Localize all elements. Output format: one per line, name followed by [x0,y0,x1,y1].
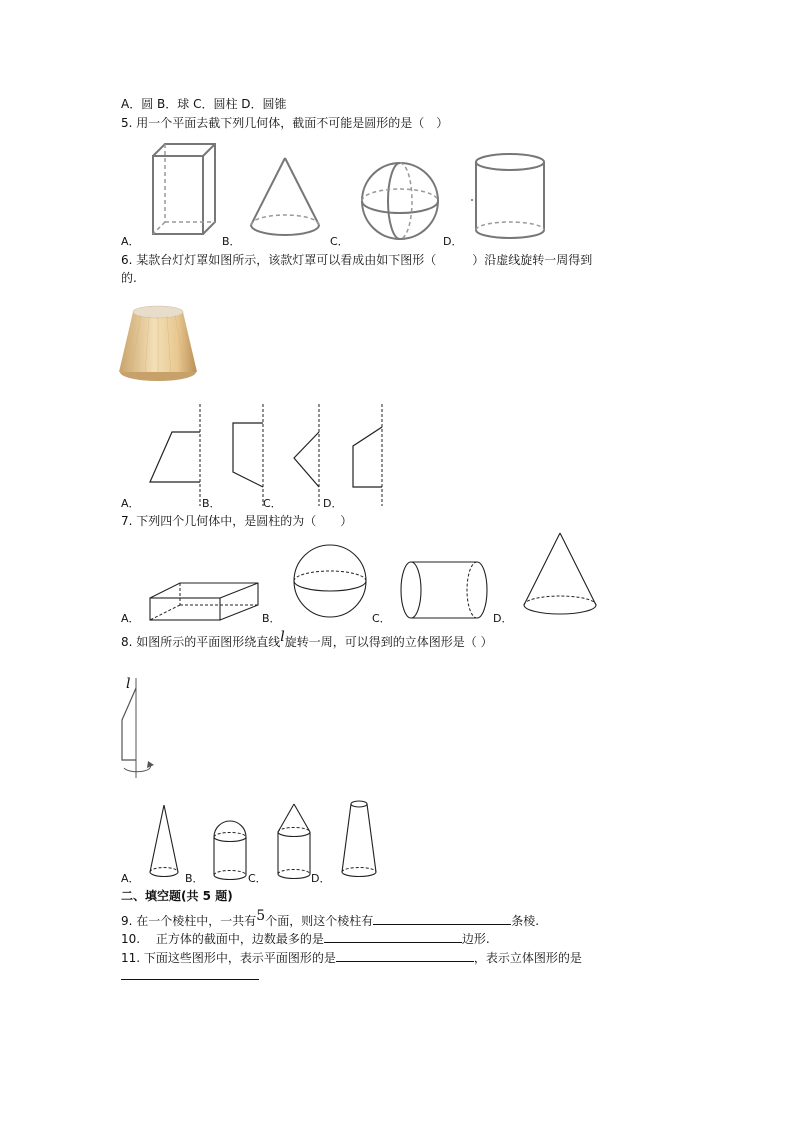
q9-text-b: 个面，则这个棱柱有 [265,914,374,928]
q9-text-a: 9. 在一个棱柱中，一共有 [121,914,257,928]
q5-rectangular-prism-figure [145,138,220,243]
q7-option-b: B． [262,612,281,625]
q7-option-a: A． [121,612,140,625]
lampshade-photo [115,300,205,388]
q8-option-b: B． [185,872,204,885]
q6-option-b-figure [225,402,270,508]
q7-cylinder-figure [395,558,495,623]
q8-rotation-figure [110,672,160,784]
q4-options: A．圆 B．球 C．圆柱 D．圆锥 [121,97,287,111]
q10-answer-blank[interactable] [324,930,462,943]
q6-option-b: B． [202,497,221,510]
q5-cylinder-figure [470,150,555,245]
q11-solid-answer-blank[interactable] [121,966,259,980]
q8-option-a-cone-figure [140,802,190,880]
q11-question [121,949,582,966]
q7-box-figure [145,575,265,625]
q6-option-a: A． [121,497,140,510]
q10-question [121,930,490,947]
q5-option-a: A． [121,235,140,248]
q6-option-d-figure [345,402,390,508]
q9-text-c: 条棱. [511,914,540,928]
q5-option-d: D． [443,235,463,248]
q7-cone-figure [520,530,605,622]
q6-option-c-figure [288,402,328,508]
q9-question [121,908,540,929]
q9-face-count: 5 [256,908,266,924]
q10-text-b: 边形. [461,932,490,946]
q6-option-c: C． [263,497,282,510]
q7-option-c: C． [372,612,391,625]
q5-sphere-figure [355,155,450,250]
q5-cone-figure [245,150,325,245]
q11-text-b: ，表示立体图形的是 [473,951,582,965]
q6-option-a-figure [140,402,210,508]
q11-planar-answer-blank[interactable] [336,949,474,962]
q7-sphere-figure [290,543,375,621]
q8-question-text-b: 旋转一周，可以得到的立体图形是（ ） [284,635,493,649]
q8-option-d: D． [311,872,331,885]
q8-option-a: A． [121,872,140,885]
q6-option-d: D． [323,497,343,510]
q8-line-variable: l [280,629,285,645]
q9-answer-blank[interactable] [373,912,511,925]
q5-option-c: C． [330,235,349,248]
q6-question-line2: 的. [121,271,137,285]
q11-text-a: 11. 下面这些图形中，表示平面图形的是 [121,951,336,965]
q8-axis-label: l [126,676,131,692]
q7-question: 7. 下列四个几何体中，是圆柱的为（ ） [121,514,353,528]
q7-option-d: D． [493,612,513,625]
q8-option-d-frustum-figure [335,796,385,882]
section-heading: 二、填空题(共 5 题) [121,889,233,903]
q8-question [121,629,493,650]
q6-question-line1: 6. 某款台灯灯罩如图所示，该款灯罩可以看成由如下图形（ ）沿虚线旋转一周得到 [121,253,593,267]
q8-option-c: C． [248,872,267,885]
q10-text-a: 10. 正方体的截面中，边数最多的是 [121,932,324,946]
q8-question-text-a: 8. 如图所示的平面图形绕直线 [121,635,281,649]
q5-question: 5. 用一个平面去截下列几何体，截面不可能是圆形的是（ ） [121,116,449,130]
q5-option-b: B． [222,235,241,248]
